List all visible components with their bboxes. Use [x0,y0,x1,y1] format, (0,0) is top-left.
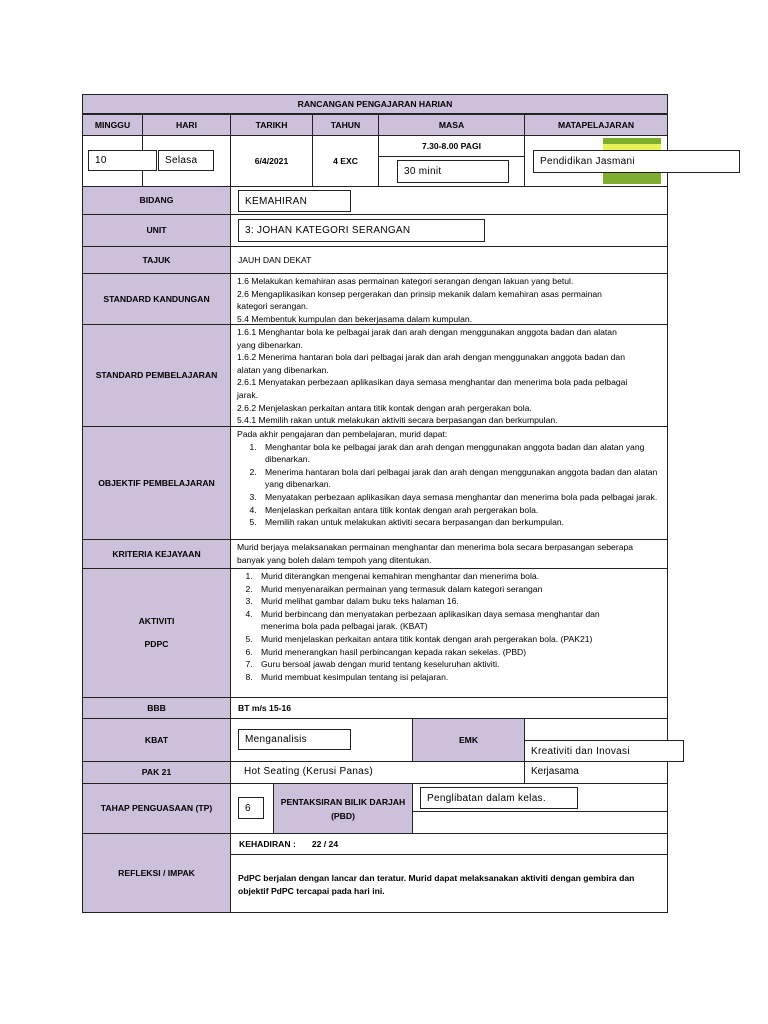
pdpc-label-line: PDPC [144,639,169,649]
sp-line: 2.6.2 Menjelaskan perkaitan antara titik kontak dengan arah pergerakan bola. [237,402,532,413]
list-item: 2. Menerima hantaran bola dari pelbagai jarak dan arah dengan menggunakan anggota badan dan alatan yang dibenarkan. [259,466,661,491]
kriteria-content [230,539,668,569]
sk-line: kategori serangan. [237,301,309,312]
unit-field[interactable]: 3: JOHAN KATEGORI SERANGAN [238,219,485,242]
bidang-field[interactable]: KEMAHIRAN [238,190,351,212]
sp-line: yang dibenarkan. [237,339,303,350]
list-item: 1. Menghantar bola ke pelbagai jarak dan arah dengan menggunakan anggota badan dan alatan yang dibenarkan. [259,441,661,466]
sk-line: 2.6 Mengaplikasikan konsep pergerakan dan prinsip mekanik dalam kemahiran asas permainan [237,288,602,299]
list-item: 6. Murid menerangkan hasil perbincangan kepada rakan sekelas. (PBD) [255,646,661,659]
objektif-intro: Pada akhir pengajaran dan pembelajaran, murid dapat: [237,429,448,439]
refleksi-line: PdPC berjalan dengan lancar dan teratur. Murid dapat melaksanakan aktiviti dengan gembira dan [238,873,635,883]
refleksi-label: REFLEKSI / IMPAK [82,833,231,913]
tajuk-value: JAUH DAN DEKAT [230,246,668,274]
list-item: 1. Murid diterangkan mengenai kemahiran menghantar dan menerima bola. [255,570,661,583]
unit-label: UNIT [82,214,231,247]
refleksi-line: objektif PdPC tercapai pada hari ini. [238,885,385,896]
tarikh-value: 6/4/2021 [230,135,313,187]
tajuk-label: TAJUK [82,246,231,274]
minggu-field[interactable]: 10 [88,150,157,171]
list-item: 3. Murid melihat gambar dalam buku teks halaman 16. [255,595,661,608]
aktiviti-label-line: AKTIVITI [138,616,175,627]
pak21-label: PAK 21 [82,761,231,784]
emk-label: EMK [412,718,525,762]
bidang-label: BIDANG [82,186,231,215]
standard-kandungan-label: STANDARD KANDUNGAN [82,273,231,325]
header-hari: HARI [142,114,231,136]
objektif-list [237,441,661,529]
standard-kandungan-content [230,273,668,325]
pbd-label-line-2: (PBD) [331,810,355,821]
sk-line: 5.4 Membentuk kumpulan dan bekerjasama dalam kumpulan. [237,313,473,324]
tp-field[interactable]: 6 [238,797,264,819]
sp-line: 5.4.1 Memilih rakan untuk melakukan aktiviti secara berpasangan dan berkumpulan. [237,415,558,426]
refleksi-content [230,854,668,913]
header-tahun: TAHUN [312,114,379,136]
sp-line: alatan yang dibenarkan. [237,364,329,375]
pak21-value-2: Kerjasama [524,761,668,784]
sp-line: 2.6.1 Menyatakan perbezaan aplikasikan daya semasa menghantar dan menerima bola pada pelbagai [237,377,628,388]
aktiviti-list [237,570,661,683]
kehadiran-label: KEHADIRAN : [239,838,296,849]
list-item: 5. Memilih rakan untuk melakukan aktiviti secara berpasangan dan berkumpulan. [259,516,661,529]
list-item: 4. Menjelaskan perkaitan antara titik kontak dengan arah pergerakan bola. [259,504,661,517]
list-item: 8. Murid membuat kesimpulan tentang isi pelajaran. [255,671,661,684]
sp-line: 1.6.2 Menerima hantaran bola dari pelbagai jarak dan arah dengan menggunakan anggota badan dan [237,352,625,363]
header-minggu: MINGGU [82,114,143,136]
objektif-label: OBJEKTIF PEMBELAJARAN [82,426,231,540]
aktiviti-label [82,568,231,698]
list-item: 3. Menyatakan perbezaan aplikasikan daya semasa menghantar dan menerima bola pada pelbagai jarak. [259,491,661,504]
standard-pembelajaran-label: STANDARD PEMBELAJARAN [82,324,231,427]
masa-duration-field[interactable]: 30 minit [397,160,509,183]
kbat-label: KBAT [82,718,231,762]
list-item: 4. Murid berbincang dan menyatakan perbezaan aplikasikan daya semasa menghantar dan menerima bola pada pelbagai jarak. (KBAT) [255,608,661,633]
kehadiran-value: 22 / 24 [311,838,339,849]
hari-field[interactable]: Selasa [158,150,214,171]
sp-line: 1.6.1 Menghantar bola ke pelbagai jarak dan arah dengan menggunakan anggota badan dan alatan [237,327,617,337]
bbb-value: BT m/s 15-16 [230,697,668,719]
kk-line: Murid berjaya melaksanakan permainan menghantar dan menerima bola secara berpasangan seberapa [237,542,634,552]
masa-time-value: 7.30-8.00 PAGI [378,135,525,157]
list-item: 5. Murid menjelaskan perkaitan antara titik kontak dengan arah pergerakan bola. (PAK21) [255,633,661,646]
kk-line: banyak yang boleh dalam tempoh yang ditentukan. [237,554,432,565]
sp-line: jarak. [237,389,259,400]
page-title: RANCANGAN PENGAJARAN HARIAN [82,94,668,114]
header-tarikh: TARIKH [230,114,313,136]
pbd-cell-bottom [412,811,668,834]
standard-pembelajaran-content [230,324,668,427]
kehadiran-row [230,833,668,855]
pbd-label-line-1: PENTAKSIRAN BILIK DARJAH [280,796,406,807]
emk-field[interactable]: Kreativiti dan Inovasi [524,740,684,762]
pak21-value: Hot Seating (Kerusi Panas) [230,761,525,784]
pbd-label [273,783,413,834]
list-item: 2. Murid menyenaraikan permainan yang termasuk dalam kategori serangan [255,583,661,596]
matapelajaran-field[interactable]: Pendidikan Jasmani [533,150,740,173]
aktiviti-content [230,568,668,698]
tahun-value: 4 EXC [312,135,379,187]
kbat-field[interactable]: Menganalisis [238,729,351,750]
list-item: 7. Guru bersoal jawab dengan murid tentang keseluruhan aktiviti. [255,658,661,671]
header-masa: MASA [378,114,525,136]
objektif-content [230,426,668,540]
kriteria-label: KRITERIA KEJAYAAN [82,539,231,569]
header-matapelajaran: MATAPELAJARAN [524,114,668,136]
tahap-penguasaan-label: TAHAP PENGUASAAN (TP) [82,783,231,834]
bbb-label: BBB [82,697,231,719]
sk-line: 1.6 Melakukan kemahiran asas permainan kategori serangan dengan lakuan yang betul. [237,276,574,286]
pbd-field[interactable]: Penglibatan dalam kelas. [420,787,578,809]
